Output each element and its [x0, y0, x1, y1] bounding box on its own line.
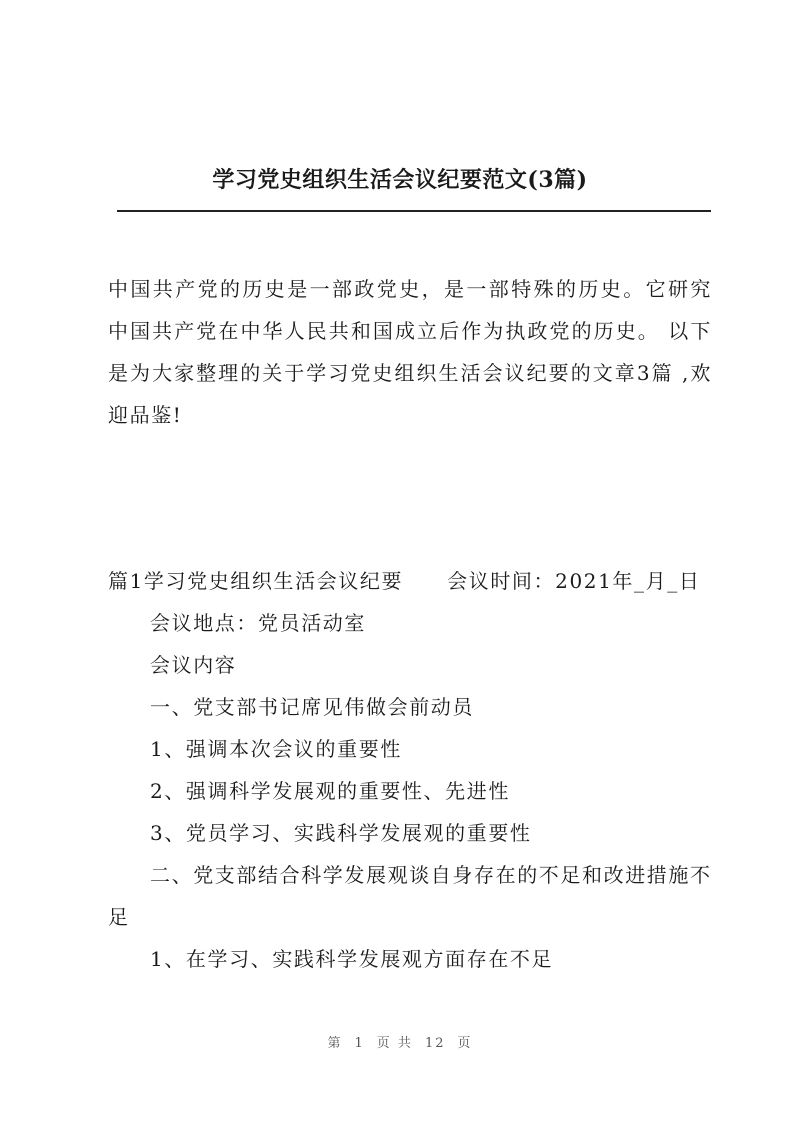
- point-one-item-3: 3、党员学习、实践科学发展观的重要性: [150, 821, 532, 845]
- page-footer: [0, 1032, 800, 1051]
- point-two-item-1: 1、在学习、实践科学发展观方面存在不足: [150, 947, 554, 971]
- footer-page-label: 第: [327, 1036, 343, 1051]
- footer-page-of: 页 共: [376, 1036, 413, 1051]
- point-one-item-2: 2、强调科学发展观的重要性、先进性: [150, 779, 510, 803]
- title-divider: [117, 210, 711, 212]
- point-two: 二、党支部结合科学发展观谈自身存在的不足和改进措施不足: [108, 863, 712, 929]
- intro-paragraph: 中国共产党的历史是一部政党史，是一部特殊的历史。它研究中国共产党在中华人民共和国成立后作为执政党的历史。 以下是为大家整理的关于学习党史组织生活会议纪要的文章3篇 ,欢迎品鉴!: [108, 277, 712, 427]
- document-title: 学习党史组织生活会议纪要范文(3篇): [212, 167, 588, 193]
- section-heading: 篇1学习党史组织生活会议纪要: [108, 569, 404, 593]
- footer-page-suffix: 页: [457, 1036, 473, 1051]
- point-one: 一、党支部书记席见伟做会前动员: [150, 695, 474, 719]
- meeting-time: 会议时间：2021年_月_日: [447, 569, 701, 593]
- section-1: [108, 560, 712, 980]
- section-heading-line: [108, 560, 712, 602]
- point-one-item-1: 1、强调本次会议的重要性: [150, 737, 402, 761]
- meeting-location: 会议地点：党员活动室: [150, 611, 366, 635]
- footer-page-number: 1: [354, 1036, 365, 1051]
- meeting-content-label: 会议内容: [150, 653, 237, 677]
- footer-total-pages: 12: [424, 1036, 446, 1051]
